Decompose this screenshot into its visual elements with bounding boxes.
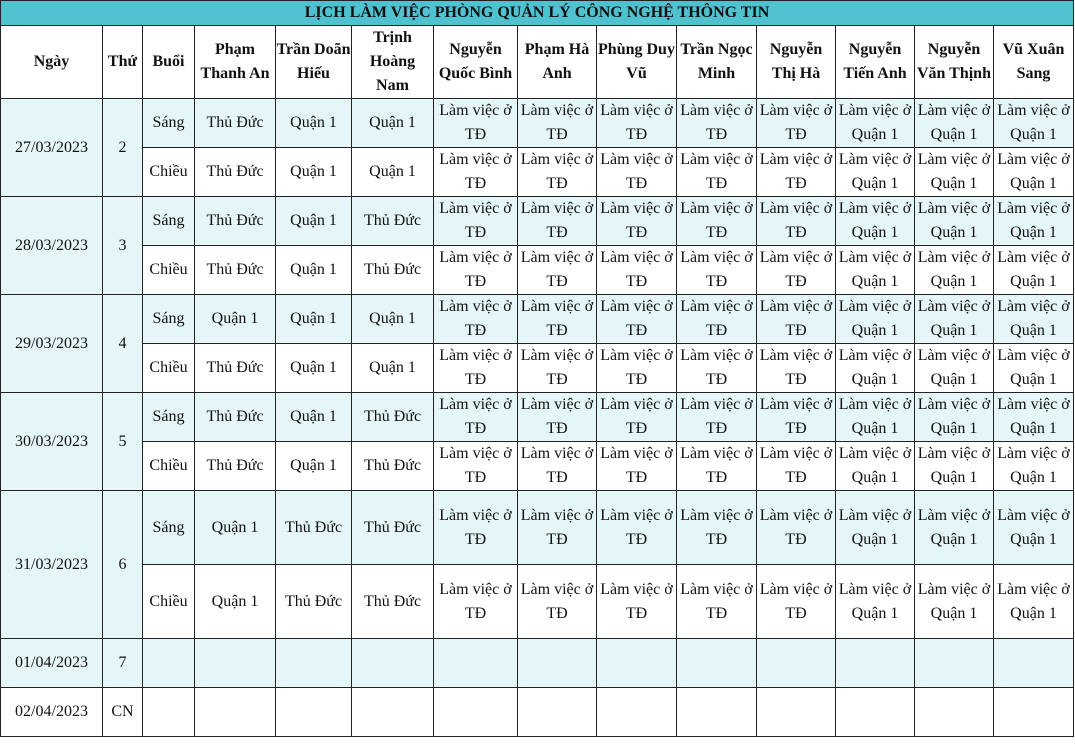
header-staff: Nguyễn Quốc Bình	[434, 26, 518, 99]
header-staff: Phạm Hà Anh	[518, 26, 597, 99]
assignment-cell[interactable]: Làm việc ở Quận 1	[994, 442, 1074, 491]
assignment-cell[interactable]: Làm việc ở TĐ	[434, 491, 518, 565]
header-staff: Phạm Thanh An	[195, 26, 276, 99]
empty-cell[interactable]	[915, 688, 994, 737]
assignment-cell[interactable]: Làm việc ở TĐ	[677, 197, 757, 246]
assignment-cell[interactable]: Làm việc ở Quận 1	[994, 148, 1074, 197]
assignment-cell[interactable]: Làm việc ở TĐ	[597, 246, 677, 295]
assignment-cell[interactable]: Làm việc ở TĐ	[757, 99, 836, 148]
assignment-cell[interactable]: Làm việc ở Quận 1	[915, 442, 994, 491]
assignment-cell[interactable]: Làm việc ở Quận 1	[836, 491, 915, 565]
assignment-cell[interactable]: Làm việc ở TĐ	[434, 99, 518, 148]
session-cell: Sáng	[143, 197, 195, 246]
assignment-cell[interactable]: Làm việc ở Quận 1	[836, 148, 915, 197]
assignment-cell[interactable]: Làm việc ở TĐ	[757, 442, 836, 491]
schedule-row	[1, 344, 1074, 393]
assignment-cell[interactable]: Làm việc ở Quận 1	[915, 393, 994, 442]
schedule-row	[1, 197, 1074, 246]
session-cell: Chiều	[143, 344, 195, 393]
assignment-cell[interactable]: Làm việc ở Quận 1	[915, 344, 994, 393]
session-cell: Chiều	[143, 442, 195, 491]
empty-cell[interactable]	[915, 639, 994, 688]
assignment-cell[interactable]: Quận 1	[195, 295, 276, 344]
assignment-cell[interactable]: Làm việc ở Quận 1	[915, 295, 994, 344]
assignment-cell[interactable]: Làm việc ở TĐ	[518, 197, 597, 246]
empty-cell[interactable]	[434, 688, 518, 737]
assignment-cell[interactable]: Thủ Đức	[276, 565, 352, 639]
assignment-cell[interactable]: Làm việc ở TĐ	[757, 246, 836, 295]
assignment-cell[interactable]: Thủ Đức	[195, 442, 276, 491]
assignment-cell[interactable]: Quận 1	[276, 148, 352, 197]
sheet-title: LỊCH LÀM VIỆC PHÒNG QUẢN LÝ CÔNG NGHỆ THÔNG TIN	[1, 1, 1074, 26]
empty-cell[interactable]	[677, 639, 757, 688]
empty-cell[interactable]	[994, 688, 1074, 737]
session-cell: Chiều	[143, 246, 195, 295]
assignment-cell[interactable]: Làm việc ở TĐ	[597, 442, 677, 491]
assignment-cell[interactable]: Làm việc ở Quận 1	[994, 246, 1074, 295]
assignment-cell[interactable]: Làm việc ở TĐ	[597, 565, 677, 639]
assignment-cell[interactable]: Làm việc ở Quận 1	[915, 99, 994, 148]
date-cell: 01/04/2023	[1, 639, 103, 688]
assignment-cell[interactable]: Làm việc ở TĐ	[597, 197, 677, 246]
assignment-cell[interactable]: Làm việc ở TĐ	[518, 148, 597, 197]
assignment-cell[interactable]: Quận 1	[276, 442, 352, 491]
assignment-cell[interactable]: Thủ Đức	[352, 565, 434, 639]
assignment-cell[interactable]: Làm việc ở Quận 1	[836, 99, 915, 148]
assignment-cell[interactable]: Làm việc ở TĐ	[677, 344, 757, 393]
assignment-cell[interactable]: Làm việc ở TĐ	[757, 344, 836, 393]
assignment-cell[interactable]: Làm việc ở TĐ	[434, 246, 518, 295]
schedule-row	[1, 491, 1074, 565]
assignment-cell[interactable]: Làm việc ở Quận 1	[915, 491, 994, 565]
header-staff: Nguyễn Thị Hà	[757, 26, 836, 99]
assignment-cell[interactable]: Thủ Đức	[195, 99, 276, 148]
assignment-cell[interactable]: Làm việc ở Quận 1	[836, 197, 915, 246]
empty-cell[interactable]	[143, 639, 195, 688]
assignment-cell[interactable]: Quận 1	[276, 99, 352, 148]
header-staff: Trịnh Hoàng Nam	[352, 26, 434, 99]
assignment-cell[interactable]: Làm việc ở TĐ	[518, 99, 597, 148]
schedule-row	[1, 99, 1074, 148]
assignment-cell[interactable]: Làm việc ở TĐ	[757, 148, 836, 197]
assignment-cell[interactable]: Làm việc ở Quận 1	[836, 295, 915, 344]
weekday-cell: CN	[103, 688, 143, 737]
assignment-cell[interactable]: Làm việc ở TĐ	[434, 393, 518, 442]
session-cell: Chiều	[143, 565, 195, 639]
header-staff: Nguyễn Văn Thịnh	[915, 26, 994, 99]
assignment-cell[interactable]: Làm việc ở Quận 1	[915, 197, 994, 246]
assignment-cell[interactable]: Làm việc ở TĐ	[434, 442, 518, 491]
header-staff: Trần Doãn Hiếu	[276, 26, 352, 99]
date-cell: 29/03/2023	[1, 295, 103, 393]
empty-cell[interactable]	[757, 688, 836, 737]
date-cell: 31/03/2023	[1, 491, 103, 639]
assignment-cell[interactable]: Làm việc ở TĐ	[518, 246, 597, 295]
session-cell: Chiều	[143, 148, 195, 197]
date-cell: 02/04/2023	[1, 688, 103, 737]
header-staff: Trần Ngọc Minh	[677, 26, 757, 99]
date-cell: 27/03/2023	[1, 99, 103, 197]
assignment-cell[interactable]: Thủ Đức	[352, 442, 434, 491]
assignment-cell[interactable]: Thủ Đức	[352, 491, 434, 565]
header-session: Buổi	[143, 26, 195, 99]
empty-cell[interactable]	[195, 639, 276, 688]
assignment-cell[interactable]: Làm việc ở TĐ	[518, 491, 597, 565]
empty-cell[interactable]	[677, 688, 757, 737]
empty-cell[interactable]	[757, 639, 836, 688]
assignment-cell[interactable]: Làm việc ở TĐ	[518, 344, 597, 393]
assignment-cell[interactable]: Làm việc ở Quận 1	[915, 565, 994, 639]
assignment-cell[interactable]: Làm việc ở TĐ	[757, 295, 836, 344]
assignment-cell[interactable]: Làm việc ở Quận 1	[994, 393, 1074, 442]
assignment-cell[interactable]: Làm việc ở Quận 1	[994, 491, 1074, 565]
date-cell: 28/03/2023	[1, 197, 103, 295]
empty-cell[interactable]	[276, 688, 352, 737]
assignment-cell[interactable]: Làm việc ở TĐ	[757, 565, 836, 639]
assignment-cell[interactable]: Thủ Đức	[195, 393, 276, 442]
session-cell: Sáng	[143, 491, 195, 565]
assignment-cell[interactable]: Làm việc ở TĐ	[434, 295, 518, 344]
assignment-cell[interactable]: Làm việc ở TĐ	[597, 393, 677, 442]
assignment-cell[interactable]: Thủ Đức	[352, 393, 434, 442]
assignment-cell[interactable]: Làm việc ở TĐ	[434, 565, 518, 639]
assignment-cell[interactable]: Thủ Đức	[352, 246, 434, 295]
date-cell: 30/03/2023	[1, 393, 103, 491]
assignment-cell[interactable]: Quận 1	[352, 99, 434, 148]
assignment-cell[interactable]: Làm việc ở TĐ	[757, 393, 836, 442]
assignment-cell[interactable]: Làm việc ở Quận 1	[836, 393, 915, 442]
header-staff: Vũ Xuân Sang	[994, 26, 1074, 99]
assignment-cell[interactable]: Làm việc ở Quận 1	[836, 442, 915, 491]
weekend-row	[1, 688, 1074, 737]
weekday-cell: 7	[103, 639, 143, 688]
weekday-cell: 2	[103, 99, 143, 197]
schedule-row	[1, 295, 1074, 344]
empty-cell[interactable]	[352, 688, 434, 737]
assignment-cell[interactable]: Làm việc ở Quận 1	[836, 565, 915, 639]
assignment-cell[interactable]: Làm việc ở Quận 1	[994, 295, 1074, 344]
empty-cell[interactable]	[143, 688, 195, 737]
assignment-cell[interactable]: Quận 1	[276, 197, 352, 246]
assignment-cell[interactable]: Thủ Đức	[352, 197, 434, 246]
assignment-cell[interactable]: Thủ Đức	[195, 148, 276, 197]
weekday-cell: 3	[103, 197, 143, 295]
assignment-cell[interactable]: Làm việc ở TĐ	[518, 565, 597, 639]
assignment-cell[interactable]: Thủ Đức	[195, 344, 276, 393]
header-staff: Phùng Duy Vũ	[597, 26, 677, 99]
assignment-cell[interactable]: Quận 1	[195, 491, 276, 565]
assignment-cell[interactable]: Quận 1	[276, 393, 352, 442]
assignment-cell[interactable]: Quận 1	[352, 344, 434, 393]
assignment-cell[interactable]: Quận 1	[276, 246, 352, 295]
schedule-row	[1, 246, 1074, 295]
assignment-cell[interactable]: Làm việc ở TĐ	[518, 295, 597, 344]
empty-cell[interactable]	[597, 639, 677, 688]
assignment-cell[interactable]: Làm việc ở TĐ	[434, 148, 518, 197]
assignment-cell[interactable]: Thủ Đức	[195, 246, 276, 295]
header-date: Ngày	[1, 26, 103, 99]
assignment-cell[interactable]: Làm việc ở TĐ	[597, 295, 677, 344]
assignment-cell[interactable]: Làm việc ở TĐ	[518, 442, 597, 491]
empty-cell[interactable]	[836, 688, 915, 737]
assignment-cell[interactable]: Làm việc ở Quận 1	[836, 246, 915, 295]
assignment-cell[interactable]: Thủ Đức	[195, 197, 276, 246]
assignment-cell[interactable]: Làm việc ở Quận 1	[915, 148, 994, 197]
schedule-row	[1, 148, 1074, 197]
empty-cell[interactable]	[352, 639, 434, 688]
header-weekday: Thứ	[103, 26, 143, 99]
assignment-cell[interactable]: Làm việc ở TĐ	[677, 393, 757, 442]
assignment-cell[interactable]: Làm việc ở TĐ	[597, 344, 677, 393]
schedule-row	[1, 442, 1074, 491]
assignment-cell[interactable]: Quận 1	[276, 295, 352, 344]
schedule-row	[1, 565, 1074, 639]
session-cell: Sáng	[143, 99, 195, 148]
assignment-cell[interactable]: Quận 1	[195, 565, 276, 639]
empty-cell[interactable]	[276, 639, 352, 688]
schedule-row	[1, 393, 1074, 442]
assignment-cell[interactable]: Làm việc ở TĐ	[677, 99, 757, 148]
assignment-cell[interactable]: Làm việc ở Quận 1	[994, 565, 1074, 639]
assignment-cell[interactable]: Làm việc ở TĐ	[757, 491, 836, 565]
assignment-cell[interactable]: Quận 1	[276, 344, 352, 393]
empty-cell[interactable]	[994, 639, 1074, 688]
assignment-cell[interactable]: Làm việc ở TĐ	[597, 99, 677, 148]
assignment-cell[interactable]: Làm việc ở TĐ	[677, 442, 757, 491]
assignment-cell[interactable]: Làm việc ở Quận 1	[994, 197, 1074, 246]
empty-cell[interactable]	[434, 639, 518, 688]
empty-cell[interactable]	[195, 688, 276, 737]
assignment-cell[interactable]: Thủ Đức	[276, 491, 352, 565]
empty-cell[interactable]	[518, 688, 597, 737]
session-cell: Sáng	[143, 393, 195, 442]
assignment-cell[interactable]: Làm việc ở TĐ	[677, 491, 757, 565]
empty-cell[interactable]	[597, 688, 677, 737]
session-cell: Sáng	[143, 295, 195, 344]
assignment-cell[interactable]: Làm việc ở Quận 1	[994, 344, 1074, 393]
assignment-cell[interactable]: Làm việc ở TĐ	[677, 148, 757, 197]
assignment-cell[interactable]: Làm việc ở Quận 1	[994, 99, 1074, 148]
assignment-cell[interactable]: Làm việc ở TĐ	[597, 491, 677, 565]
assignment-cell[interactable]: Làm việc ở TĐ	[677, 246, 757, 295]
assignment-cell[interactable]: Làm việc ở TĐ	[757, 197, 836, 246]
assignment-cell[interactable]: Quận 1	[352, 295, 434, 344]
weekday-cell: 5	[103, 393, 143, 491]
header-staff: Nguyễn Tiến Anh	[836, 26, 915, 99]
weekday-cell: 6	[103, 491, 143, 639]
assignment-cell[interactable]: Làm việc ở TĐ	[677, 295, 757, 344]
empty-cell[interactable]	[836, 639, 915, 688]
assignment-cell[interactable]: Làm việc ở TĐ	[677, 565, 757, 639]
assignment-cell[interactable]: Làm việc ở TĐ	[434, 344, 518, 393]
weekday-cell: 4	[103, 295, 143, 393]
empty-cell[interactable]	[518, 639, 597, 688]
assignment-cell[interactable]: Làm việc ở TĐ	[518, 393, 597, 442]
assignment-cell[interactable]: Làm việc ở TĐ	[434, 197, 518, 246]
assignment-cell[interactable]: Làm việc ở Quận 1	[915, 246, 994, 295]
assignment-cell[interactable]: Làm việc ở TĐ	[597, 148, 677, 197]
assignment-cell[interactable]: Quận 1	[352, 148, 434, 197]
weekend-row	[1, 639, 1074, 688]
assignment-cell[interactable]: Làm việc ở Quận 1	[836, 344, 915, 393]
